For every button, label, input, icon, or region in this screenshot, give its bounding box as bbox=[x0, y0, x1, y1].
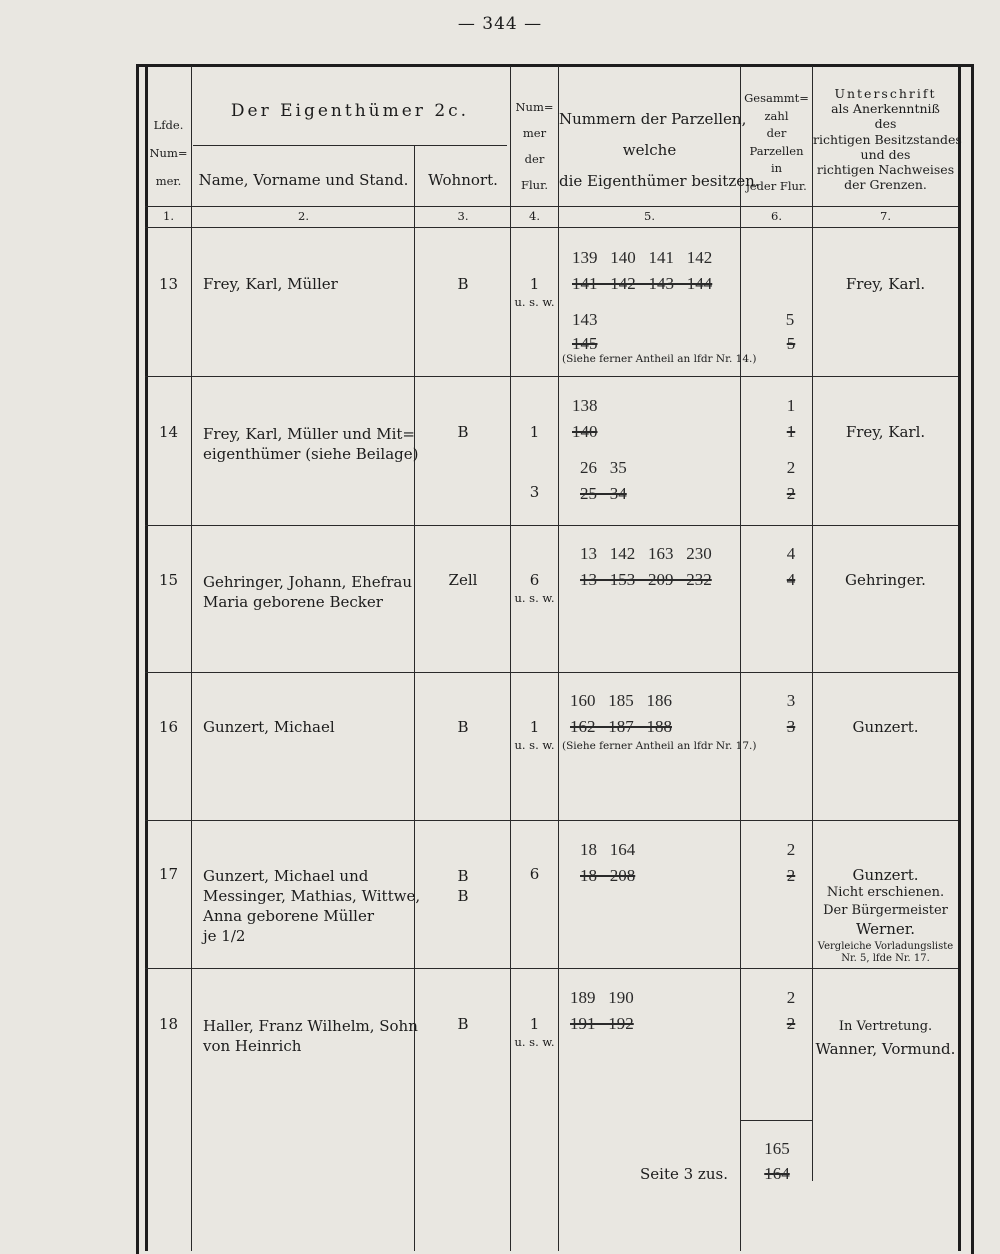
owner-name: Gehringer, Johann, Ehefrau Maria geborene Becker bbox=[203, 573, 413, 611]
parcels-current: 139 140 141 142 bbox=[572, 248, 713, 267]
count-current: 2 bbox=[786, 840, 796, 859]
row-divider bbox=[145, 672, 958, 673]
count-current: 2 bbox=[786, 458, 796, 477]
colnum: 6. bbox=[771, 209, 782, 223]
col-divider bbox=[510, 66, 511, 1251]
parcels-current: 138 bbox=[572, 396, 598, 415]
parcels-previous: 162 187 188 bbox=[570, 717, 672, 736]
colnum: 1. bbox=[163, 209, 174, 223]
parcels-previous: 141 142 143 144 bbox=[572, 274, 713, 293]
count-current: 2 bbox=[786, 988, 796, 1007]
row-divider bbox=[145, 968, 958, 969]
signature: Frey, Karl. bbox=[845, 423, 926, 441]
residence: B B bbox=[457, 867, 469, 905]
residence: B bbox=[457, 423, 469, 441]
colnum: 7. bbox=[880, 209, 891, 223]
flur-number: 1 bbox=[529, 1015, 540, 1033]
signature: In Vertretung. Wanner, Vormund. bbox=[815, 1019, 956, 1058]
colnum: 3. bbox=[457, 209, 469, 223]
parcels-previous: 18 208 bbox=[580, 866, 636, 885]
count-previous: 2 bbox=[786, 1014, 796, 1033]
signature: Gunzert. Nicht erschienen. Der Bürgermeister Werner. bbox=[823, 866, 948, 938]
residence: Zell bbox=[448, 571, 478, 589]
owner-name: Gunzert, Michael bbox=[203, 718, 335, 736]
row-divider bbox=[145, 525, 958, 526]
owner-name: Gunzert, Michael und Messinger, Mathias, Wittwe, Anna geborene Müller je 1/2 bbox=[203, 867, 421, 945]
page-total-previous: 164 bbox=[764, 1164, 790, 1183]
count-current: 5 bbox=[785, 310, 795, 329]
parcels-previous: 191 192 bbox=[570, 1014, 634, 1033]
flur-number: 1 bbox=[529, 423, 540, 441]
parcel-note: (Siehe ferner Antheil an lfdr Nr. 14.) bbox=[562, 353, 757, 365]
row-number: 14 bbox=[158, 423, 179, 441]
signature: Frey, Karl. bbox=[845, 275, 926, 293]
signature: Gunzert. bbox=[852, 718, 919, 736]
page-total-label: Seite 3 zus. bbox=[640, 1165, 728, 1183]
col-divider bbox=[958, 66, 961, 1251]
header-col6: Gesammt= zahl der Parzellen in jeder Flur. bbox=[744, 91, 809, 193]
signature-note: Vergleiche Vorladungsliste Nr. 5, lfde Nr. 17. bbox=[817, 941, 954, 964]
sum-line bbox=[740, 1120, 812, 1121]
parcel-note: (Siehe ferner Antheil an lfdr Nr. 17.) bbox=[562, 740, 757, 752]
residence: B bbox=[457, 1015, 469, 1033]
flur-note: u. s. w. bbox=[514, 591, 555, 605]
row-divider bbox=[145, 820, 958, 821]
count-previous: 2 bbox=[786, 866, 796, 885]
parcels-previous: 25 34 bbox=[580, 484, 627, 503]
header-col3: Wohnort. bbox=[428, 171, 498, 189]
count-previous: 1 bbox=[786, 422, 796, 441]
count-current: 1 bbox=[786, 396, 796, 415]
flur-number: 3 bbox=[529, 483, 540, 501]
residence: B bbox=[457, 718, 469, 736]
register-table bbox=[136, 64, 974, 1254]
header-col7: Unterschrift als Anerkenntniß des richtigen Besitzstandes und des richtigen Nachweises der Grenzen. bbox=[813, 86, 962, 193]
page-number: — 344 — bbox=[457, 14, 543, 34]
parcels-current: 13 142 163 230 bbox=[580, 544, 712, 563]
row-divider bbox=[145, 376, 958, 377]
flur-number: 6 bbox=[529, 571, 540, 589]
owner-name: Frey, Karl, Müller bbox=[203, 275, 338, 293]
colnum: 2. bbox=[298, 209, 309, 223]
row-number: 18 bbox=[158, 1015, 179, 1033]
page-total-current: 165 bbox=[764, 1139, 790, 1158]
header-col5: Nummern der Parzellen, welche die Eigenthümer besitzen. bbox=[559, 110, 760, 190]
count-previous: 2 bbox=[786, 484, 796, 503]
count-previous: 5 bbox=[786, 334, 796, 353]
flur-note: u. s. w. bbox=[514, 1035, 555, 1049]
parcels-current: 160 185 186 bbox=[570, 691, 672, 710]
count-previous: 3 bbox=[786, 717, 796, 736]
flur-note: u. s. w. bbox=[514, 295, 555, 309]
flur-note: u. s. w. bbox=[514, 738, 555, 752]
col-divider bbox=[414, 145, 415, 1251]
parcels-current: 189 190 bbox=[570, 988, 634, 1007]
count-current: 3 bbox=[786, 691, 796, 710]
row-number: 13 bbox=[158, 275, 179, 293]
header-col2: Name, Vorname und Stand. bbox=[198, 171, 409, 189]
parcels-previous: 13 153 209 232 bbox=[580, 570, 712, 589]
header-line bbox=[145, 227, 958, 228]
count-previous: 4 bbox=[786, 570, 796, 589]
flur-number: 6 bbox=[529, 865, 540, 883]
parcels-previous: 140 bbox=[572, 422, 598, 441]
flur-number: 1 bbox=[529, 275, 540, 293]
col-divider bbox=[558, 66, 559, 1251]
header-line bbox=[145, 206, 958, 207]
colnum: 4. bbox=[529, 209, 540, 223]
header-subline bbox=[193, 145, 507, 146]
residence: B bbox=[457, 275, 469, 293]
col-divider bbox=[145, 66, 148, 1251]
col-divider bbox=[740, 66, 741, 1251]
header-col1: Lfde. Num= mer. bbox=[149, 118, 188, 188]
row-number: 16 bbox=[158, 718, 179, 736]
colnum: 5. bbox=[644, 209, 655, 223]
header-col4: Num= mer der Flur. bbox=[515, 100, 554, 192]
parcels-current: 143 bbox=[572, 310, 598, 329]
parcels-previous: 145 bbox=[572, 334, 598, 353]
parcels-current: 18 164 bbox=[580, 840, 636, 859]
owner-name: Frey, Karl, Müller und Mit= eigenthümer (siehe Beilage) bbox=[203, 425, 419, 463]
header-owner-group: Der Eigenthümer 2c. bbox=[230, 101, 470, 121]
count-current: 4 bbox=[786, 544, 796, 563]
row-number: 17 bbox=[158, 865, 179, 883]
row-number: 15 bbox=[158, 571, 179, 589]
parcels-current: 26 35 bbox=[580, 458, 627, 477]
signature: Gehringer. bbox=[845, 571, 926, 589]
owner-name: Haller, Franz Wilhelm, Sohn von Heinrich bbox=[203, 1017, 418, 1055]
col-divider bbox=[191, 66, 192, 1251]
flur-number: 1 bbox=[529, 718, 540, 736]
